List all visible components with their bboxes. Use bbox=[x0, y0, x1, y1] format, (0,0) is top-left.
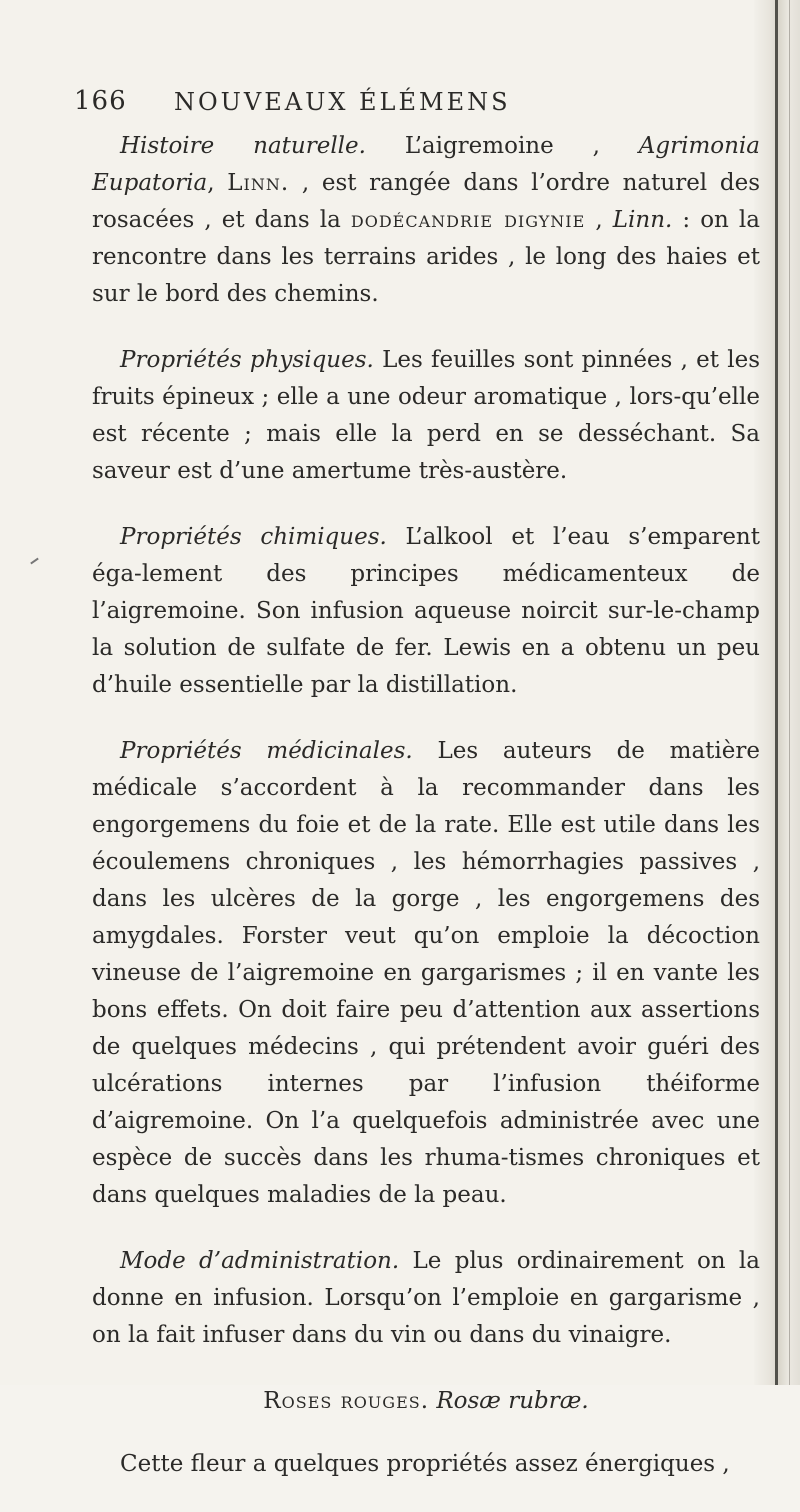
page-number: 166 bbox=[74, 86, 127, 116]
paragraph-text: Les feuilles sont pinnées , et les fruits épineux ; elle a une odeur aromatique , lors-qu’elle est récente ; mais elle la perd en se desséchant. Sa saveur est d’une amertume très-austère. bbox=[92, 347, 760, 484]
paragraph-proprietes-medicinales bbox=[92, 733, 760, 1214]
body-text bbox=[92, 128, 760, 1512]
paragraph-histoire-naturelle bbox=[92, 128, 760, 313]
paragraph-mode-administration bbox=[92, 1243, 760, 1354]
paragraph-text: Cette fleur a quelques propriétés assez énergiques , bbox=[120, 1451, 730, 1477]
pencil-mark bbox=[30, 558, 39, 565]
section-heading bbox=[92, 1383, 760, 1420]
paragraph-roses-rouges bbox=[92, 1446, 760, 1483]
latin-name: Agrimonia Eupatoria bbox=[92, 133, 760, 196]
heading-title: Roses rouges. bbox=[263, 1388, 430, 1414]
paragraph-proprietes-chimiques bbox=[92, 519, 760, 704]
paragraph-text: : on la rencontre dans les terrains arides , le long des haies et sur le bord des chemins. bbox=[92, 207, 761, 307]
paragraph-lead: Histoire naturelle. bbox=[120, 133, 366, 159]
paragraph-text: , bbox=[585, 207, 613, 233]
paragraph-lead: Propriétés physiques. bbox=[120, 347, 374, 373]
heading-latin: Rosæ rubræ. bbox=[436, 1388, 589, 1414]
paragraph-proprietes-physiques bbox=[92, 342, 760, 490]
page-header bbox=[74, 86, 674, 120]
author-abbrev: Linn. bbox=[227, 170, 290, 196]
paragraph-lead: Propriétés médicinales. bbox=[120, 738, 413, 764]
paragraph-lead: Mode d’administration. bbox=[120, 1248, 400, 1274]
paragraph-text: L’alkool et l’eau s’emparent éga-lement des principes médicamenteux de l’aigremoine. Son infusion aqueuse noircit sur-le-champ la solution de sulfate de fer. Lewis en a obtenu un peu d’huile essentielle par la distillation. bbox=[92, 524, 760, 698]
paragraph-text: Les auteurs de matière médicale s’accordent à la recommander dans les engorgemens du foie et de la rate. Elle est utile dans les écoulemens chroniques , les hémorrhagies passives , dans les ulcères de la gorge , les engorgemens des amygdales. Forster veut qu’on emploie la décoction vineuse de l’aigremoine en gargarismes ; il en vante les bons effets. On doit faire peu d’attention aux assertions de quelques médecins , qui prétendent avoir guéri des ulcérations internes par l’infusion théiforme d’aigremoine. On l’a quelquefois administrée avec une espèce de succès dans les rhuma-tismes chroniques et dans quelques maladies de la peau. bbox=[92, 738, 760, 1208]
paragraph-text: , bbox=[207, 170, 228, 196]
paragraph-text: Le plus ordinairement on la donne en infusion. Lorsqu’on l’emploie en gargarisme , on la fait infuser dans du vin ou dans du vinaigre. bbox=[92, 1248, 761, 1348]
running-head: NOUVEAUX ÉLÉMENS bbox=[174, 88, 511, 116]
paragraph-lead: Propriétés chimiques. bbox=[120, 524, 387, 550]
binding-shadow bbox=[775, 0, 778, 1385]
classification: dodécandrie digynie bbox=[350, 207, 586, 233]
binding-edge bbox=[789, 0, 790, 1385]
author-abbrev-italic: Linn. bbox=[612, 207, 673, 233]
paragraph-text: L’aigremoine , bbox=[365, 133, 639, 159]
paragraph-text: , est rangée dans l’ordre naturel des rosacées , et dans la bbox=[92, 170, 760, 233]
